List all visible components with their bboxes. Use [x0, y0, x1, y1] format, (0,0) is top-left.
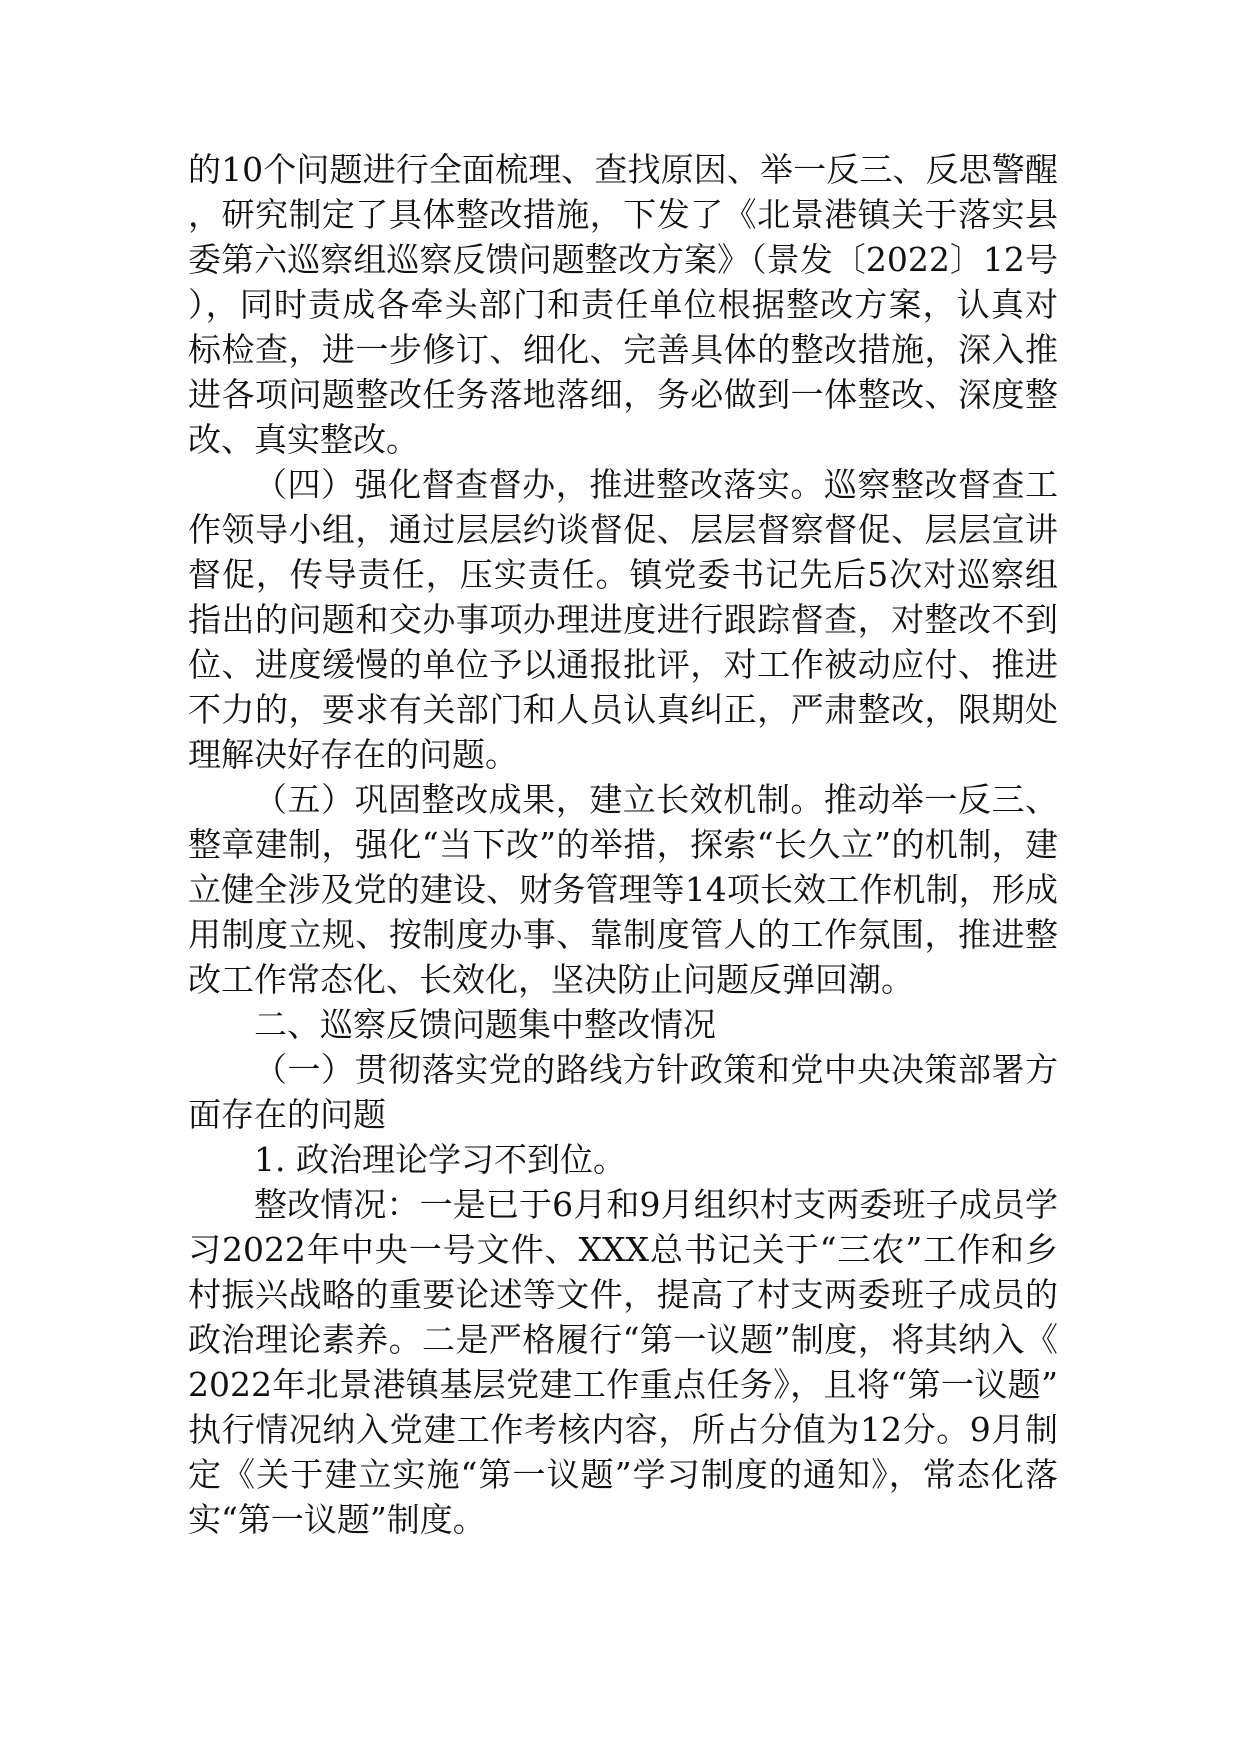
- paragraph-rectification-plan: 的10个问题进行全面梳理、查找原因、举一反三、反思警醒，研究制定了具体整改措施，下发了《北景港镇关于落实县委第六巡察组巡察反馈问题整改方案》（景发〔2022〕12号），同时责成各牵头部门和责任单位根据整改方案，认真对标检查，进一步修订、细化、完善具体的整改措施，深入推进各项问题整改任务落地落细，务必做到一体整改、深度整改、真实整改。: [188, 150, 1058, 459]
- paragraph-long-term-mechanism: （五）巩固整改成果，建立长效机制。推动举一反三、整章建制，强化“当下改”的举措，探索“长久立”的机制，建立健全涉及党的建设、财务管理等14项长效工作机制，形成用制度立规、按制度办事、靠制度管人的工作氛围，推进整改工作常态化、长效化，坚决防止问题反弹回潮。: [188, 780, 1058, 999]
- section-heading-2: 二、巡察反馈问题集中整改情况: [254, 1005, 716, 1044]
- subsection-heading-1: （一）贯彻落实党的路线方针政策和党中央决策部署方面存在的问题: [188, 1050, 1058, 1134]
- issue-item-1: 1. 政治理论学习不到位。: [254, 1140, 626, 1179]
- paragraph-rectification-status: 整改情况：一是已于6月和9月组织村支两委班子成员学习2022年中央一号文件、XXX总书记关于“三农”工作和乡村振兴战略的重要论述等文件，提高了村支两委班子成员的政治理论素养。二是严格履行“第一议题”制度，将其纳入《2022年北景港镇基层党建工作重点任务》，且将“第一议题”执行情况纳入党建工作考核内容，所占分值为12分。9月制定《关于建立实施“第一议题”学习制度的通知》，常态化落实“第一议题”制度。: [188, 1185, 1058, 1539]
- paragraph-supervision: （四）强化督查督办，推进整改落实。巡察整改督查工作领导小组，通过层层约谈督促、层层督察督促、层层宣讲督促，传导责任，压实责任。镇党委书记先后5次对巡察组指出的问题和交办事项办理进度进行跟踪督查，对整改不到位、进度缓慢的单位予以通报批评，对工作被动应付、推进不力的，要求有关部门和人员认真纠正，严肃整改，限期处理解决好存在的问题。: [188, 465, 1058, 774]
- document-body: [188, 147, 1058, 1542]
